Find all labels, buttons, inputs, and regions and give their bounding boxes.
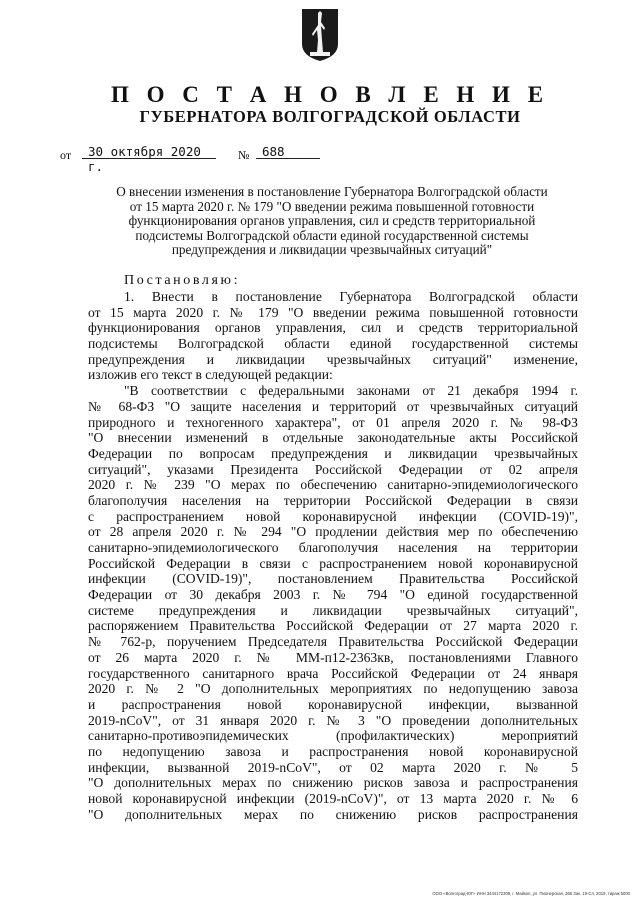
body-line: 1. Внести в постановление Губернатора Волгоградской области: [124, 289, 578, 304]
body-line: с распространением новой коронавирусной инфекции (COVID-19)",: [88, 508, 578, 524]
body-line: инфекции, вызванной 2019-nCoV", от 02 марта 2020 г. № 5: [88, 759, 578, 775]
document-title: П О С Т А Н О В Л Е Н И Е: [110, 82, 550, 107]
body-line: от 26 марта 2020 г. № ММ-п12-2363кв, постановлениями Главного: [88, 649, 578, 665]
number-prefix: №: [238, 148, 250, 162]
body-line: № 68-ФЗ "О защите населения и территорий от чрезвычайных ситуаций: [88, 398, 578, 414]
body-line: системе предупреждения и ликвидации чрезвычайных ситуаций",: [88, 602, 578, 618]
coat-of-arms-emblem: [301, 8, 339, 62]
document-date: 30 октября 2020 г.: [82, 144, 216, 159]
subject-line: от 15 марта 2020 г. № 179 "О введении режима повышенной готовности: [129, 198, 535, 214]
print-imprint-footer: ООО «Волгоград-ЮГ» ИНН 3444172309, г. Майкоп, ул. Пионерская, 366 Зак. 19-Сл, 2019, тираж 5000: [432, 891, 630, 896]
body-line: и распространения новой коронавирусной инфекции, вызванной: [88, 696, 578, 712]
subject-line: функционирования органов управления, сил и средств территориальной: [128, 213, 536, 229]
body-line: Российской Федерации в связи с распространением новой коронавирусной: [88, 555, 578, 571]
subject-line: О внесении изменения в постановление Губернатора Волгоградской области: [116, 184, 548, 199]
body-line: Федерации от 30 декабря 2003 г. № 794 "О единой государственной: [88, 587, 578, 603]
body-line: от 28 апреля 2020 г. № 294 "О продлении действия мер по обеспечению: [88, 524, 578, 540]
body-line: "О дополнительных мерах по снижению рисков завоза и распространения: [88, 775, 578, 791]
body-line: санитарно-эпидемиологического благополучия населения на территории: [88, 540, 578, 555]
body-line: "В соответствии с федеральными законами от 21 декабря 1994 г.: [124, 383, 578, 399]
body-line: распоряжением Правительства Российской Федерации от 27 марта 2020 г.: [88, 618, 578, 634]
document-subtitle: ГУБЕРНАТОРА ВОЛГОГРАДСКОЙ ОБЛАСТИ: [139, 107, 521, 126]
body-line: "О внесении изменений в отдельные законодательные акты Российской: [88, 430, 578, 446]
resolve-label: Постановляю:: [124, 273, 241, 288]
body-line: от 15 марта 2020 г. № 179 "О введении режима повышенной готовности: [88, 304, 578, 320]
body-line: № 762-р, поручением Председателя Правительства Российской Федерации: [88, 634, 578, 650]
body-line: "О дополнительных мерах по снижению рисков распространения: [88, 806, 578, 822]
document-number: 688: [256, 144, 320, 159]
body-line: по недопущению завоза и распространения новой коронавирусной: [88, 743, 578, 759]
body-line: ситуаций", указами Президента Российской Федерации от 02 апреля: [88, 461, 578, 477]
body-line: изложив его текст в следующей редакции:: [88, 367, 333, 383]
body-line: 2019-nCoV", от 31 января 2020 г. № 3 "О проведении дополнительных: [88, 712, 578, 728]
body-line: государственного санитарного врача Российской Федерации от 24 января: [88, 665, 578, 681]
body-line: 2020 г. № 2 "О дополнительных мероприятиях по недопущению завоза: [88, 681, 578, 697]
date-prefix: от: [60, 148, 72, 162]
subject-line: предупреждения и ликвидации чрезвычайных ситуаций": [171, 242, 493, 258]
body-line: природного и техногенного характера", от 01 апреля 2020 г. № 98-ФЗ: [88, 414, 578, 430]
body-line: благополучия населения на территории Российской Федерации в связи: [88, 492, 578, 508]
body-line: санитарно-противоэпидемических (профилактических) мероприятий: [88, 728, 578, 744]
body-line: предупреждения и ликвидации чрезвычайных ситуаций" изменение,: [88, 351, 578, 367]
body-line: функционирования органов управления, сил и средств территориальной: [88, 320, 578, 336]
body-line: 2020 г. № 239 "О мерах по обеспечению санитарно-эпидемиологического: [88, 477, 578, 493]
body-line: новой коронавирусной инфекции (2019-nCoV)", от 13 марта 2020 г. № 6: [88, 791, 578, 806]
body-line: инфекции (COVID-19)", постановлением Правительства Российской: [88, 571, 578, 587]
body-line: подсистемы Волгоградской области единой государственной системы: [88, 336, 578, 352]
subject-line: подсистемы Волгоградской области единой государственной системы: [135, 227, 529, 243]
document-body: [88, 289, 578, 822]
body-line: Федерации по вопросам предупреждения и ликвидации чрезвычайных: [88, 445, 578, 461]
document-subject: [88, 185, 576, 258]
